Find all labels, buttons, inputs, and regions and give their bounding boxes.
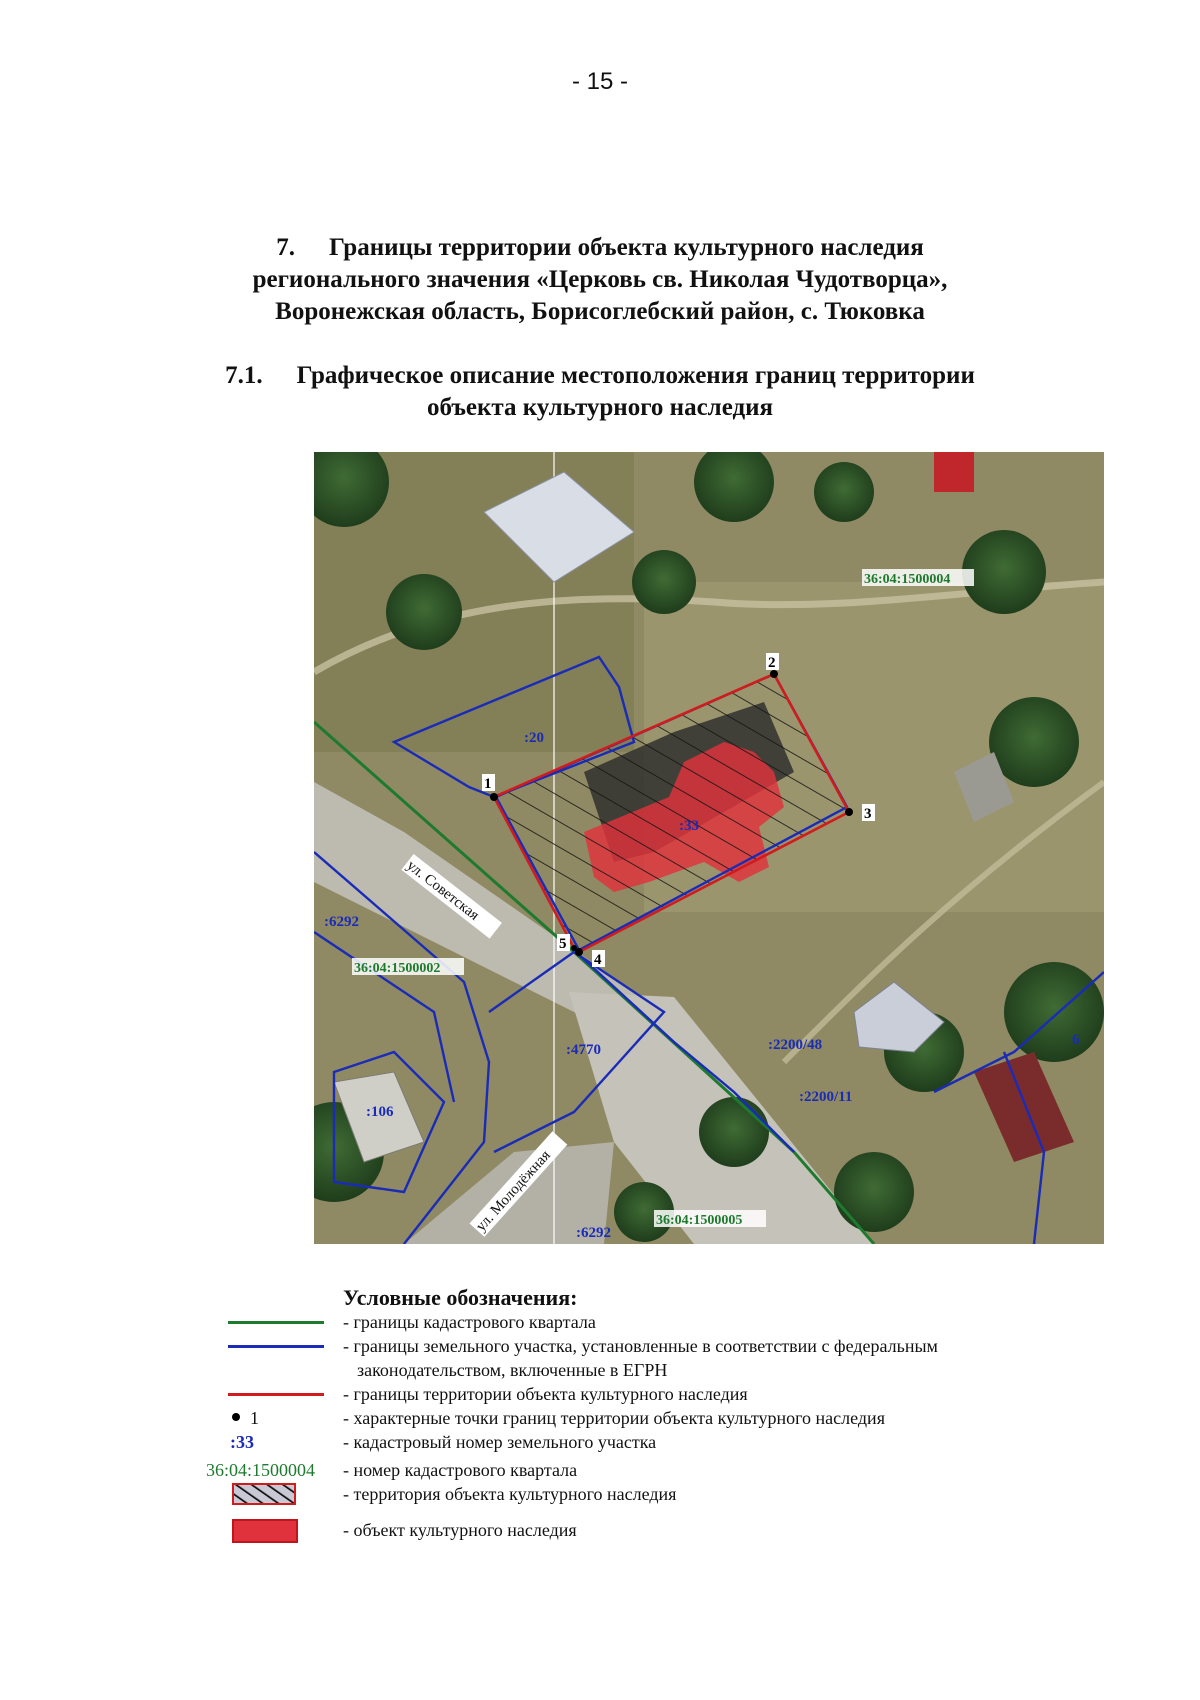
parcel-label-6: 6 (1072, 1032, 1080, 1048)
legend-red-line (228, 1393, 324, 1396)
tree (699, 1097, 769, 1167)
point-4-label: 4 (594, 952, 602, 968)
parcel-label-6292-south: :6292 (576, 1225, 611, 1241)
legend-quarter-number-symbol (206, 1458, 320, 1482)
legend-parcel-number-sample: :33 (230, 1432, 254, 1452)
legend-red-line-symbol (210, 1382, 320, 1406)
tree (386, 574, 462, 650)
cadastral-map (314, 452, 1104, 1244)
legend-text-continued: законодательством, включенные в ЕГРН (357, 1360, 668, 1380)
point-dot-icon (232, 1413, 240, 1421)
legend-green-line (228, 1321, 324, 1324)
legend-parcel-number-symbol (210, 1430, 320, 1454)
legend-title: Условные обозначения: (343, 1285, 578, 1310)
legend-text: - объект культурного наследия (343, 1520, 577, 1540)
point-5-label: 5 (559, 936, 567, 952)
point-2-marker (770, 670, 778, 678)
legend-text: - границы кадастрового квартала (343, 1312, 596, 1332)
point-3-marker (845, 808, 853, 816)
tree (834, 1152, 914, 1232)
legend-item-heritage-boundary (210, 1382, 1110, 1406)
subsection-title-line-2: объекта культурного наследия (426, 394, 774, 421)
building-red-roof (934, 452, 974, 492)
legend-point-symbol (210, 1406, 320, 1430)
legend-item-parcel-boundary (210, 1334, 1110, 1382)
hatch-fill (233, 1484, 295, 1504)
subsection-heading-line-1 (0, 360, 1200, 392)
legend-hatch-symbol (210, 1482, 320, 1506)
legend-text: - границы территории объекта культурного наследия (343, 1384, 748, 1404)
legend-text: - территория объекта культурного наследия (343, 1484, 677, 1504)
tree (814, 462, 874, 522)
legend-text: - кадастровый номер земельного участка (343, 1432, 657, 1452)
map-svg (314, 452, 1104, 1244)
section-heading (0, 232, 1200, 328)
point-2-label: 2 (768, 655, 776, 671)
quarter-label-3: 36:04:1500005 (656, 1213, 743, 1228)
point-1-label: 1 (484, 776, 492, 792)
legend-point-number: 1 (250, 1408, 259, 1428)
legend-item-quarter-boundary (210, 1310, 1110, 1334)
legend-blue-line (228, 1345, 324, 1348)
section-number: 7. (276, 234, 295, 261)
subsection-title-line-1: Графическое описание местоположения границ территории (296, 362, 975, 389)
legend-red-fill-symbol (210, 1518, 320, 1542)
subsection-number: 7.1. (225, 362, 263, 389)
parcel-label-2200-11: :2200/11 (799, 1089, 853, 1105)
legend-item-heritage-object (210, 1518, 1110, 1542)
page-number: - 15 - (571, 68, 628, 95)
parcel-label-4770: :4770 (566, 1042, 601, 1058)
section-title-line-2: регионального значения «Церковь св. Николая Чудотворца», (252, 266, 948, 293)
legend-item-quarter-number (206, 1458, 1110, 1482)
section-title-line-3: Воронежская область, Борисоглебский район, с. Тюковка (275, 298, 925, 325)
red-fill-swatch-icon (232, 1519, 298, 1543)
parcel-label-2200-48: :2200/48 (768, 1037, 823, 1053)
legend-blue-line-symbol (210, 1334, 320, 1358)
quarter-label-1: 36:04:1500004 (864, 572, 951, 587)
parcel-label-33: :33 (679, 818, 699, 834)
point-3-label: 3 (864, 806, 872, 822)
tree (632, 550, 696, 614)
quarter-label-2: 36:04:1500002 (354, 961, 441, 976)
section-title-line-1: Границы территории объекта культурного наследия (328, 234, 924, 261)
parcel-label-6292-west: :6292 (324, 914, 359, 930)
legend-text: - характерные точки границ территории объекта культурного наследия (343, 1408, 885, 1428)
legend-item-heritage-territory (210, 1482, 1110, 1506)
legend-green-line-symbol (210, 1310, 320, 1334)
tree (962, 530, 1046, 614)
section-heading-line-1 (0, 232, 1200, 264)
street-molodezhnaya-label: ул. Молодёжная (473, 1147, 554, 1235)
hatch-swatch-icon (232, 1483, 296, 1505)
legend-item-parcel-number (210, 1430, 1110, 1454)
subsection-heading (0, 360, 1200, 424)
legend-text: - номер кадастрового квартала (343, 1460, 578, 1480)
parcel-label-20: :20 (524, 730, 544, 746)
legend-quarter-number-sample: 36:04:1500004 (206, 1460, 316, 1480)
parcel-label-106: :106 (366, 1104, 394, 1120)
legend-item-points (210, 1406, 1110, 1430)
legend-text: - границы земельного участка, установленные в соответствии с федеральным (343, 1336, 938, 1356)
point-1-marker (490, 793, 498, 801)
point-5-marker (571, 945, 577, 951)
street-sovetskaya-label: ул. Советская (403, 857, 482, 924)
